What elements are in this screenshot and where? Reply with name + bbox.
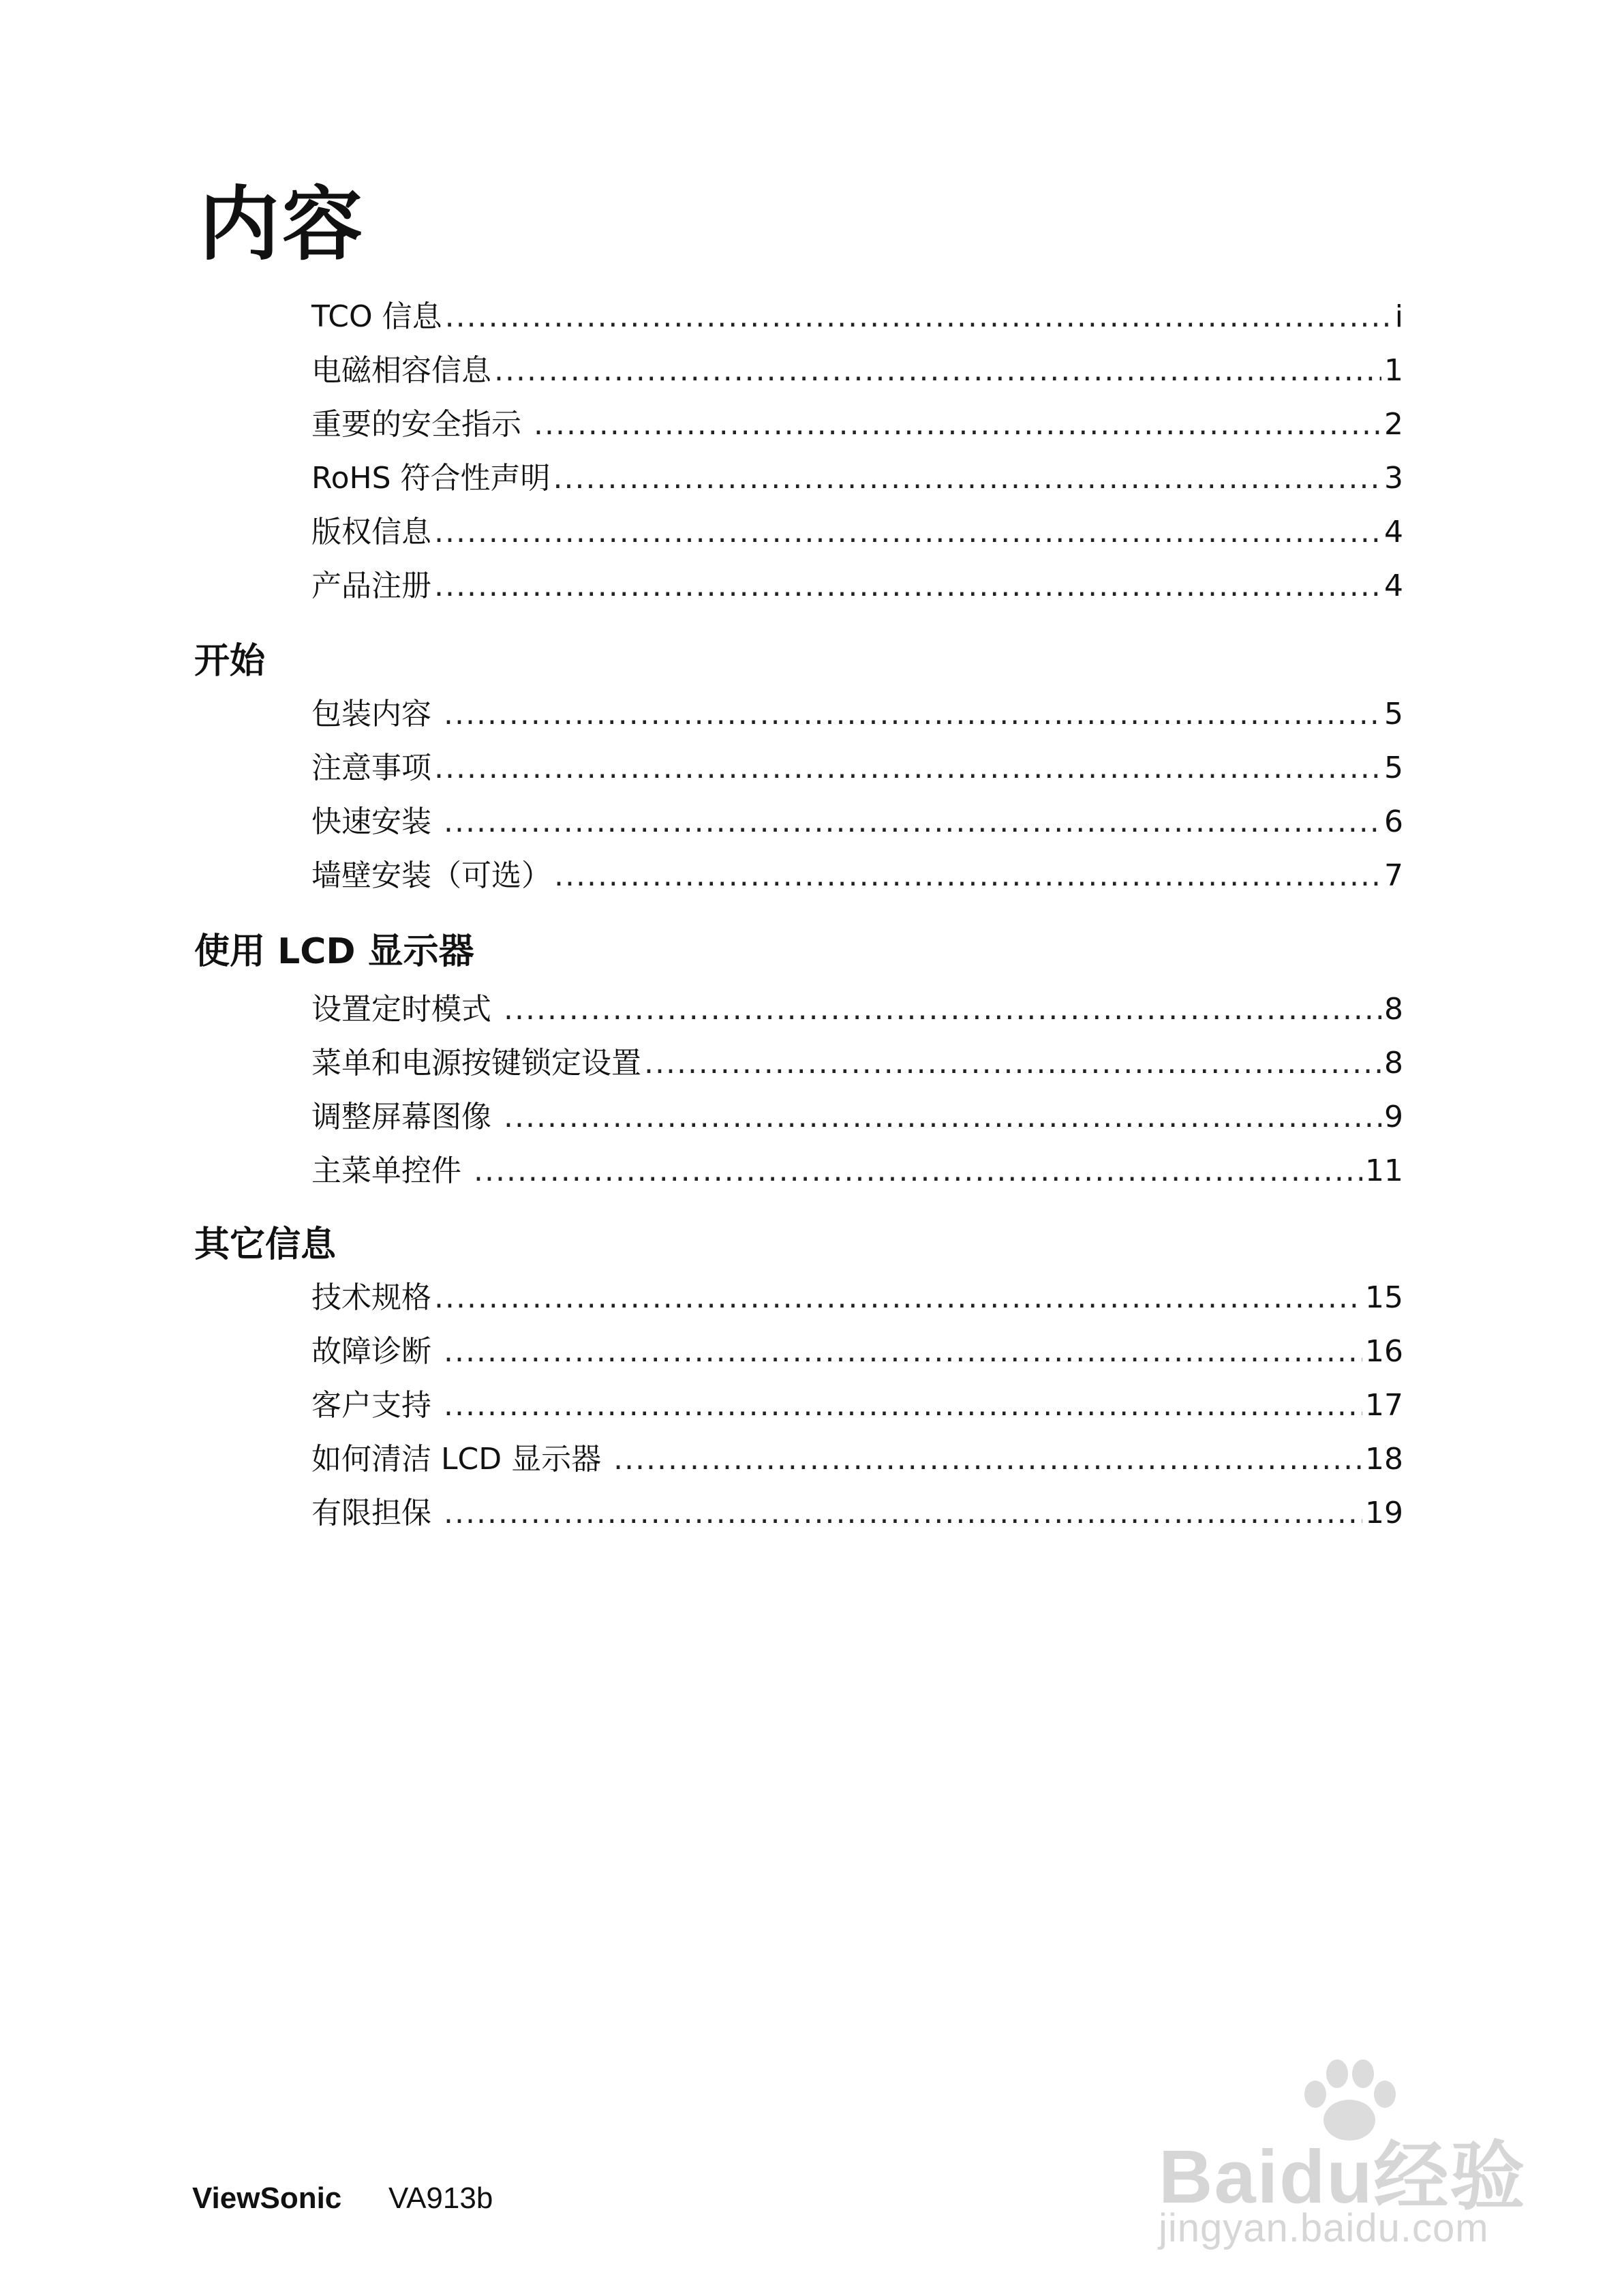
toc-entry[interactable] <box>311 1330 1403 1374</box>
toc-entry[interactable] <box>311 511 1403 554</box>
toc-entry-label: 设置定时模式 <box>311 992 501 1027</box>
section-heading: 开始 <box>194 641 266 682</box>
dot-leader <box>644 1042 1381 1085</box>
watermark-main-text: Baidu经验 <box>1159 2135 1527 2219</box>
toc-entry[interactable] <box>311 1276 1403 1320</box>
dot-leader <box>434 564 1381 608</box>
toc-entry-label: 有限担保 <box>311 1496 441 1530</box>
dot-leader <box>553 457 1381 500</box>
toc-entry-page: 15 <box>1365 1280 1403 1315</box>
toc-entry-page: 8 <box>1384 1046 1403 1081</box>
dot-leader <box>444 1384 1362 1428</box>
page-title: 内容 <box>199 177 366 271</box>
dot-leader <box>613 1438 1362 1481</box>
watermark-url: jingyan.baidu.com <box>1159 2206 1489 2250</box>
toc-entry-page: 19 <box>1365 1496 1403 1530</box>
toc-entry-label: 版权信息 <box>311 515 431 549</box>
toc-entry-label: 主菜单控件 <box>311 1153 471 1188</box>
dot-leader <box>444 1492 1362 1535</box>
toc-entry-page: 3 <box>1384 461 1403 496</box>
toc-entry-label: RoHS 符合性声明 <box>311 461 551 496</box>
toc-entry-label: 快速安装 <box>311 804 441 839</box>
toc-entry[interactable] <box>311 1149 1403 1193</box>
dot-leader <box>445 295 1392 339</box>
dot-leader <box>504 988 1381 1031</box>
toc-entry-page: 7 <box>1384 858 1403 893</box>
toc-entry-page: 5 <box>1384 751 1403 785</box>
dot-leader <box>554 854 1381 898</box>
toc-entry[interactable] <box>311 988 1403 1031</box>
toc-entry[interactable] <box>311 457 1403 500</box>
dot-leader <box>504 1096 1381 1139</box>
toc-entry[interactable] <box>311 693 1403 736</box>
toc-entry-label: 菜单和电源按键锁定设置 <box>311 1046 641 1081</box>
dot-leader <box>434 1276 1362 1320</box>
dot-leader <box>434 746 1381 790</box>
toc-entry[interactable] <box>311 800 1403 844</box>
footer-model: VA913b <box>388 2181 493 2215</box>
toc-entry-page: i <box>1394 299 1403 334</box>
toc-entry-page: 6 <box>1384 804 1403 839</box>
toc-entry-page: 4 <box>1384 569 1403 603</box>
toc-entry[interactable] <box>311 295 1403 339</box>
dot-leader <box>474 1149 1362 1193</box>
toc-entry[interactable] <box>311 1042 1403 1085</box>
toc-entry-label: 如何清洁 LCD 显示器 <box>311 1442 611 1477</box>
section-heading: 使用 LCD 显示器 <box>194 931 474 972</box>
toc-entry-page: 9 <box>1384 1100 1403 1134</box>
toc-entry-page: 8 <box>1384 992 1403 1027</box>
toc-entry-label: 产品注册 <box>311 569 431 603</box>
toc-entry-page: 11 <box>1365 1153 1403 1188</box>
toc-entry-label: 调整屏幕图像 <box>311 1100 501 1134</box>
toc-entry-label: 技术规格 <box>311 1280 431 1315</box>
toc-entry-label: 重要的安全指示 <box>311 407 531 442</box>
toc-entry[interactable] <box>311 854 1403 898</box>
toc-entry-page: 1 <box>1384 353 1403 388</box>
toc-entry-label: 墙壁安装（可选） <box>311 858 551 893</box>
toc-entry[interactable] <box>311 1438 1403 1481</box>
dot-leader <box>434 511 1381 554</box>
dot-leader <box>494 349 1381 393</box>
toc-entry-label: 包装内容 <box>311 697 441 731</box>
section-heading: 其它信息 <box>194 1224 337 1265</box>
dot-leader <box>444 1330 1362 1374</box>
footer-brand: ViewSonic <box>192 2181 342 2215</box>
toc-entry-page: 16 <box>1365 1334 1403 1369</box>
toc-entry[interactable] <box>311 403 1403 447</box>
toc-entry[interactable] <box>311 1384 1403 1428</box>
dot-leader <box>444 693 1381 736</box>
toc-entry-page: 2 <box>1384 407 1403 442</box>
toc-entry-page: 4 <box>1384 515 1403 549</box>
toc-entry[interactable] <box>311 1096 1403 1139</box>
toc-entry[interactable] <box>311 349 1403 393</box>
toc-entry[interactable] <box>311 564 1403 608</box>
toc-entry-label: 电磁相容信息 <box>311 353 491 388</box>
toc-entry-label: 注意事项 <box>311 751 431 785</box>
baidu-watermark <box>1159 2052 1540 2263</box>
toc-entry-label: 故障诊断 <box>311 1334 441 1369</box>
toc-entry-label: TCO 信息 <box>311 299 442 334</box>
dot-leader <box>444 800 1381 844</box>
dot-leader <box>534 403 1381 447</box>
toc-entry[interactable] <box>311 746 1403 790</box>
toc-entry-page: 18 <box>1365 1442 1403 1477</box>
toc-entry-page: 17 <box>1365 1388 1403 1423</box>
toc-entry-label: 客户支持 <box>311 1388 441 1423</box>
toc-entry[interactable] <box>311 1492 1403 1535</box>
toc-entry-page: 5 <box>1384 697 1403 731</box>
